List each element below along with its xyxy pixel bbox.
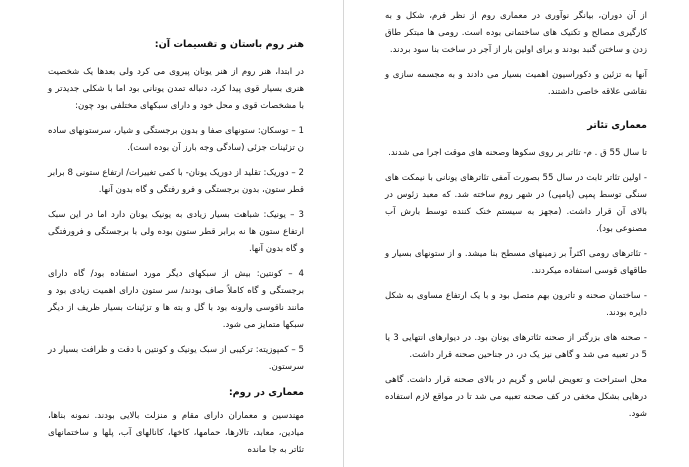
paragraph-decoration: آنها به تزئین و دکوراسیون اهمیت بسیار می دادند و به مجسمه سازی و نقاشی علاقه خاصی داشتند. (385, 70, 647, 97)
heading-architecture-in-rome: معماری در روم: (228, 387, 304, 398)
list-item-corinthian: 4 – کونتین: بیش از سبکهای دیگر مورد استفاده بود/ گاه دارای برجستگی و گاه کاملاً صاف بودند/ سر ستون دارای اهمیت زیادی بود و مانند ناقوسی وارونه بود با گل و بته ها و تزئینات بسیار ظریف از دیگر سبکها متمایز می شود. (48, 269, 304, 330)
list-item-composite: 5 – کمپوزیته: ترکیبی از سبک یونیک و کونتین با دقت و ظرافت بسیار در سرستون. (48, 345, 304, 372)
paragraph-intro: در ابتدا، هنر روم از هنر یونان پیروی می کرد ولی بعدها یک شخصیت هنری بسیار قوی پیدا کرد، دنباله تمدن یونانی بود اما با شکلی جدیدتر و با مشخصات قوی و محل خود و دارای سبکهای مختلفی بود چون: (48, 67, 304, 111)
list-item-theatre-1: تا سال 55 ق . م- تئاتر بر روی سکوها وصحنه های موقت اجرا می شدند. (388, 148, 647, 158)
list-item-theatre-5: - صحنه های بزرگتر از صحنه تئاترهای یونان بود. در دیوارهای انتهایی 3 یا 5 در تعبیه می شد و گاهی نیز یک در، در جناحین صحنه قرار داشت. (385, 333, 647, 360)
list-item-doric: 2 – دوریک: تقلید از دوریک یونان- با کمی تغییرات/ ارتفاع ستونی 8 برابر قطر ستون، بدون برجستگی و فرو رفتگی و گاه بدون آنها. (48, 168, 304, 195)
heading-theatre-architecture: معماری تئاتر (587, 120, 647, 131)
list-item-tuscan: 1 – توسکان: ستونهای صفا و بدون برجستگی و شیار، سرستونهای ساده ن تزئینات جزئی (سادگی وجه بارز آن بوده است). (48, 126, 304, 153)
list-item-theatre-6: محل استراحت و تعویض لباس و گریم در بالای صحنه قرار داشت. گاهی درهایی بشکل مخفی در کف صحنه تعبیه می شد تا در مواقع لازم استفاده شود. (385, 375, 647, 419)
page-divider (343, 0, 344, 467)
heading-roman-art: هنر روم باستان و تقسیمات آن: (154, 39, 304, 50)
list-item-theatre-2: - اولین تئاتر ثابت در سال 55 بصورت آمفی تئاترهای یونانی با نیمکت های سنگی توسط پمپی (پامپی) در شهر روم ساخته شد. که معبد زئوس در بالای آن قرار داشت. (مجهز به سیستم خنک کننده توسط بارش آب مصنوعی بود). (385, 173, 647, 234)
paragraph-architecture: مهندسین و معماران دارای مقام و منزلت بالایی بودند. نمونه بناها، میادین، معابد، تالارها، حمامها، کاخها، کانالهای آب، پلها و ساختمانهای تئاتر به جا مانده (48, 411, 304, 455)
left-page (0, 0, 344, 467)
right-page (345, 0, 689, 467)
list-item-theatre-4: - ساختمان صحنه و تاترون بهم متصل بود و با یک ارتفاع مساوی به شکل دایره بودند. (385, 291, 647, 318)
list-item-theatre-3: - تئاترهای رومی اکثراً بر زمینهای مسطح بنا میشد. و از ستونهای بسیار و طاقهای قوسی استفاده میکردند. (385, 249, 647, 276)
paragraph-continuation: از آن دوران، بیانگر نوآوری در معماری روم از نظر فرم، شکل و به کارگیری مصالح و تکنیک های ساختمانی بوده است. رومی ها مبتکر طاق زدن و ساختن گنبد بودند و برای اولین بار از آجر در ساخت بنا سود بردند. (385, 11, 647, 55)
list-item-ionic: 3 – یونیک: شباهت بسیار زیادی به یونیک یونان دارد اما در این سبک ارتفاع ستون ها نه برابر قطر ستون بوده ولی با برجستگی و فرورفتگی و گاه بدون آنها. (48, 210, 304, 254)
